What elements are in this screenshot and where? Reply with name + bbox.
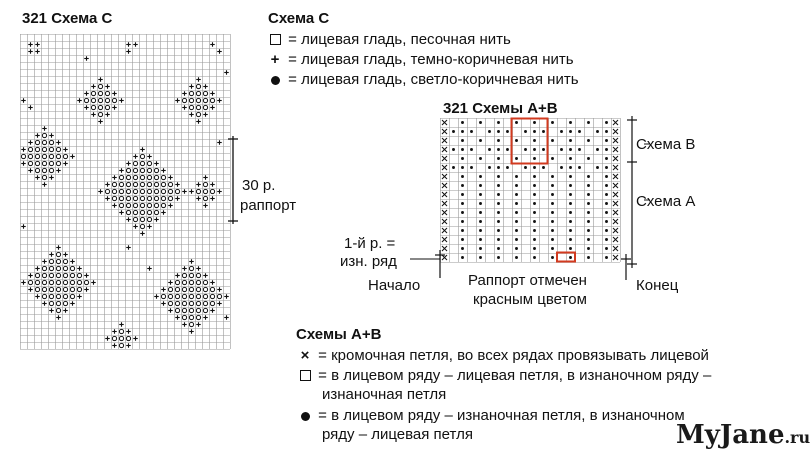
legend-c-item-text: = лицевая гладь, песочная нить: [288, 31, 511, 48]
plus-icon: +: [270, 51, 280, 68]
schema-ab-grid: [440, 118, 626, 264]
schema-c-grid: [20, 34, 232, 352]
legend-ab-item-dot-cont: ряду – лицевая петля: [322, 426, 473, 443]
end-label: Конец: [636, 277, 679, 294]
watermark-main: MyJane: [676, 420, 785, 450]
legend-ab-title: Схемы А+В: [296, 326, 382, 343]
start-label: Начало: [368, 277, 421, 294]
legend-ab-item-square: [296, 366, 711, 385]
schema-a-label: Схема А: [636, 193, 696, 210]
schema-c-repeat-bracket: [226, 130, 240, 230]
watermark: [676, 420, 810, 450]
repeat-note-line1: Раппорт отмечен: [468, 272, 587, 289]
schema-c-repeat-rows: 30 р.: [242, 177, 276, 194]
legend-ab-item-cross: [296, 346, 709, 365]
first-row-label: 1-й р. =: [344, 235, 396, 252]
schema-c-repeat-label: раппорт: [240, 197, 297, 214]
legend-ab-item-text: = в лицевом ряду – изнаночная петля, в изнаночном: [318, 407, 685, 424]
legend-ab-item-square-cont: изнаночная петля: [322, 386, 447, 403]
legend-c-item-text: = лицевая гладь, темно-коричневая нить: [288, 51, 574, 68]
legend-c-title: Схема С: [268, 10, 330, 27]
square-icon: [266, 30, 284, 49]
legend-c-item-plus: [266, 50, 574, 69]
schema-ab-title: 321 Схемы А+В: [443, 100, 558, 117]
legend-c-item-text: = лицевая гладь, светло-коричневая нить: [288, 71, 579, 88]
square-icon: [296, 366, 314, 385]
schema-b-label: Схема В: [636, 136, 696, 153]
dot-icon: [296, 406, 314, 425]
repeat-note-line2: красным цветом: [473, 291, 587, 308]
legend-c-item-dot: [266, 70, 579, 89]
dot-icon: [266, 70, 284, 89]
start-marker: [432, 250, 448, 280]
first-row-label-2: изн. ряд: [340, 253, 397, 270]
end-marker: [618, 254, 634, 282]
watermark-suffix: .ru: [784, 428, 810, 447]
legend-ab-item-text: = кромочная петля, во всех рядах провязывать лицевой: [318, 347, 709, 364]
cross-icon: ×: [300, 347, 310, 364]
legend-ab-item-text: = в лицевом ряду – лицевая петля, в изнаночном ряду –: [318, 367, 712, 384]
legend-c-item-square: [266, 30, 511, 49]
schema-c-title: 321 Схема С: [22, 10, 113, 27]
legend-ab-item-dot: [296, 406, 685, 425]
